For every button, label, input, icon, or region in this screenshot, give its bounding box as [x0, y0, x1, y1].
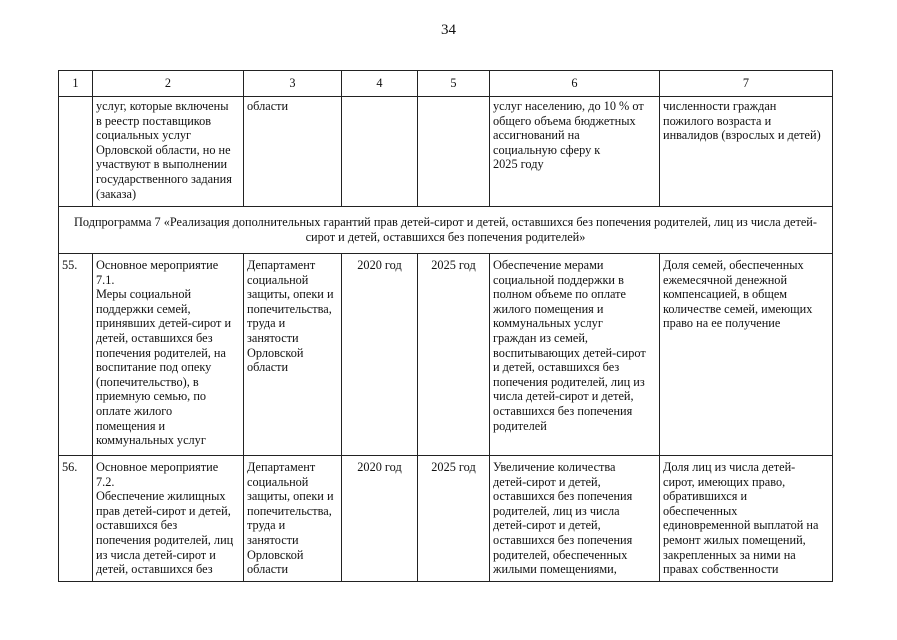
table-row: [59, 254, 833, 456]
cell-start-year: 2020 год: [342, 254, 418, 456]
table-header-row: [59, 71, 833, 97]
program-table: [58, 70, 833, 582]
cell-activity-name: Основное мероприятие 7.2. Обеспечение жилищных прав детей-сирот и детей, оставшихся без попечения родителей, лиц из числа детей-сирот и детей, оставшихся без: [93, 456, 244, 582]
table-row-continued: [59, 97, 833, 207]
column-header: 2: [93, 71, 244, 97]
cell-executor: Департамент социальной защиты, опеки и попечительства, труда и занятости Орловской области: [244, 456, 342, 582]
cell-number: 55.: [59, 254, 93, 456]
page-number: 34: [441, 22, 456, 38]
column-header: 5: [418, 71, 490, 97]
cell-executor: области: [244, 97, 342, 207]
table-row: [59, 456, 833, 582]
cell-number: [59, 97, 93, 207]
subprogram-row: [59, 207, 833, 254]
column-header: 6: [490, 71, 660, 97]
cell-expected-result: услуг населению, до 10 % от общего объема бюджетных ассигнований на социальную сферу к 2025 году: [490, 97, 660, 207]
cell-start-year: 2020 год: [342, 456, 418, 582]
cell-expected-result: Обеспечение мерами социальной поддержки в полном объеме по оплате жилого помещения и коммунальных услуг граждан из семей, воспитывающих детей-сирот и детей, оставшихся без попечения родителей, лиц из числа детей-сирот и детей, оставшихся без попечения родителей: [490, 254, 660, 456]
column-header: 7: [660, 71, 833, 97]
subprogram-title: Подпрограмма 7 «Реализация дополнительных гарантий прав детей-сирот и детей, оставшихся без попечения родителей, лиц из числа детей-сирот и детей, оставшихся без попечения родителей»: [59, 207, 833, 254]
cell-executor: Департамент социальной защиты, опеки и попечительства, труда и занятости Орловской области: [244, 254, 342, 456]
cell-expected-result: Увеличение количества детей-сирот и детей, оставшихся без попечения родителей, лиц из числа детей-сирот и детей, оставшихся без попечения родителей, обеспеченных жилыми помещениями,: [490, 456, 660, 582]
column-header: 1: [59, 71, 93, 97]
cell-start-year: [342, 97, 418, 207]
column-header: 3: [244, 71, 342, 97]
cell-number: 56.: [59, 456, 93, 582]
cell-indicator: Доля лиц из числа детей- сирот, имеющих право, обратившихся и обеспеченных единовременной выплатой на ремонт жилых помещений, закрепленных за ними на правах собственности: [660, 456, 833, 582]
cell-indicator: Доля семей, обеспеченных ежемесячной денежной компенсацией, в общем количестве семей, имеющих право на ее получение: [660, 254, 833, 456]
cell-end-year: [418, 97, 490, 207]
cell-activity-name: услуг, которые включены в реестр поставщиков социальных услуг Орловской области, но не участвуют в выполнении государственного задания (заказа): [93, 97, 244, 207]
column-header: 4: [342, 71, 418, 97]
cell-indicator: численности граждан пожилого возраста и инвалидов (взрослых и детей): [660, 97, 833, 207]
cell-end-year: 2025 год: [418, 456, 490, 582]
cell-activity-name: Основное мероприятие 7.1. Меры социальной поддержки семей, принявших детей-сирот и детей, оставшихся без попечения родителей, на воспитание под опеку (попечительство), в приемную семью, по оплате жилого помещения и коммунальных услуг: [93, 254, 244, 456]
cell-end-year: 2025 год: [418, 254, 490, 456]
